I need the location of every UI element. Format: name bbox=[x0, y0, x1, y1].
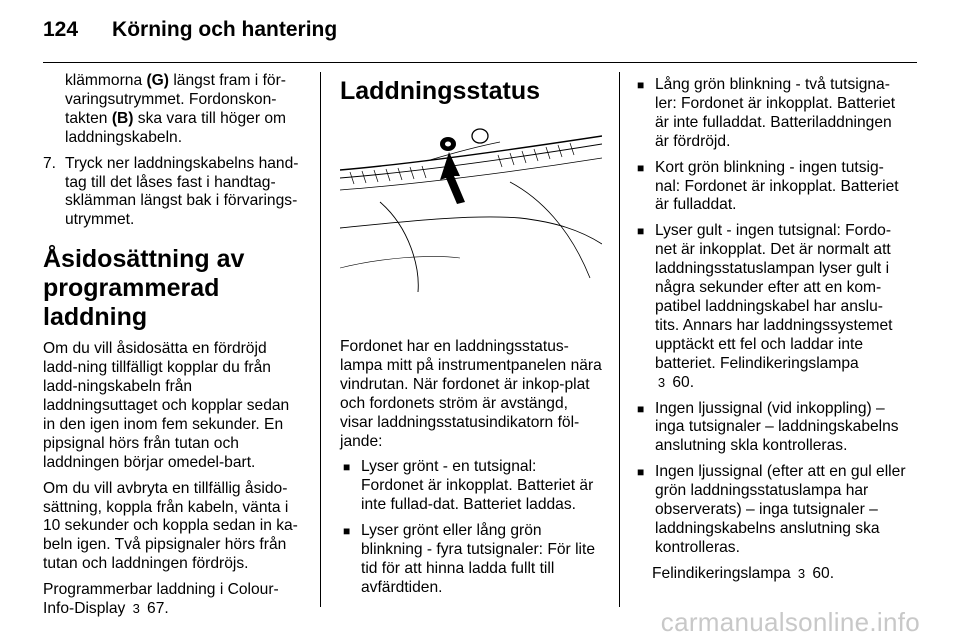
step-text: Tryck ner laddningskabelns hand-tag till det låses fast i handtag-sklämman längst bak i förvarings-utrymmet. bbox=[65, 154, 299, 229]
ref-b: (B) bbox=[111, 109, 134, 127]
final-reference: Felindikeringslampa 3 60. bbox=[652, 564, 835, 582]
status-bullet-4: ■ Kort grön blinkning - ingen tutsig-nal: Fordonet är inkopplat. Batteriet är fulladdat. bbox=[634, 159, 906, 216]
bullet-square: ■ bbox=[343, 460, 351, 475]
paragraph-3: Programmerbar laddning i Colour-Info-Display 3 67. bbox=[43, 581, 279, 618]
ref-g: (G) bbox=[146, 72, 169, 89]
page-number: 124 bbox=[43, 18, 79, 41]
bullet-square: ■ bbox=[637, 401, 645, 416]
charging-status-lamp-illustration bbox=[340, 118, 602, 292]
status-bullet-3: ■ Lång grön blinkning - två tutsigna-ler: Fordonet är inkopplat. Batteriet är inte fulladdat. Batteriladdningen är fördröjd. bbox=[634, 76, 906, 152]
status-bullet-5: ■ Lyser gult - ingen tutsignal: Fordo-net är inkopplat. Det är normalt att laddningsstatuslampan lyser gult i några sekunder efter att en kom-patibel laddningskabel har anslu-tits. Annars har laddningssystemet upptäckt ett fel och laddar inte batteriet. Felindikeringslampa 3 60. bbox=[634, 222, 906, 392]
step-number: 7. bbox=[43, 154, 57, 172]
bullet-square: ■ bbox=[637, 465, 645, 480]
page-ref-icon: 3 bbox=[132, 601, 140, 617]
continued-paragraph: klämmorna (G) längst fram i för-varingsutrymmet. Fordonskon-takten (B) ska vara till höger om laddningskabeln. bbox=[65, 72, 287, 146]
column-divider-1 bbox=[320, 72, 321, 607]
right-column bbox=[634, 76, 906, 591]
middle-column bbox=[340, 77, 602, 605]
bullet-square: ■ bbox=[637, 160, 645, 175]
status-bullet-1: ■ Lyser grönt - en tutsignal: Fordonet är inkopplat. Batteriet är inte fullad-dat. Batteriet laddas. bbox=[340, 458, 602, 515]
header-rule bbox=[43, 62, 917, 63]
watermark: carmanualsonline.info bbox=[660, 607, 920, 637]
status-bullet-7: ■ Ingen ljussignal (efter att en gul eller grön laddningsstatuslampa har observerats) – inga tutsignaler – laddningskabelns anslutning ska kontrolleras. bbox=[634, 463, 906, 558]
paragraph-1: Om du vill åsidosätta en fördröjd ladd-ning tillfälligt kopplar du från ladd-ningskabeln från laddningsuttaget och kopplar sedan in den igen inom fem sekunder. En pipsignal hörs från tutan och laddningen börjar omedel-bart. bbox=[43, 340, 290, 471]
step-7 bbox=[43, 155, 305, 231]
page-header bbox=[43, 18, 337, 42]
intro-paragraph: Fordonet har en laddningsstatus-lampa mitt på instrumentpanelen nära vindrutan. När fordonet är inkop-plat och fordonets ström är avstängd, visar laddningsstatusindikatorn föl-jande: bbox=[340, 338, 602, 450]
status-bullet-6: ■ Ingen ljussignal (vid inkoppling) – inga tutsignaler – laddningskabelns anslutning skla kontrolleras. bbox=[634, 400, 906, 457]
section-title-override: Åsidosättning av programmerad laddning bbox=[43, 245, 245, 332]
paragraph-2: Om du vill avbryta en tillfällig åsido-sättning, koppla från kabeln, vänta i 10 sekunder och koppla sedan in ka-beln igen. Två pipsignaler hörs från tutan och laddningen fördröjs. bbox=[43, 479, 298, 573]
bullet-square: ■ bbox=[637, 78, 645, 92]
status-bullet-2: ■ Lyser grönt eller lång grön blinkning - fyra tutsignaler: För lite tid för att hinna ladda fullt till avfärdtiden. bbox=[340, 522, 602, 598]
page-title: Körning och hantering bbox=[112, 18, 338, 41]
bullet-square: ■ bbox=[637, 224, 645, 239]
section-title-status: Laddningsstatus bbox=[340, 77, 541, 105]
page-ref-icon: 3 bbox=[797, 565, 806, 581]
left-column bbox=[43, 72, 305, 626]
page-ref-icon: 3 bbox=[657, 374, 666, 390]
column-divider-2 bbox=[619, 72, 620, 607]
bullet-square: ■ bbox=[343, 524, 351, 539]
